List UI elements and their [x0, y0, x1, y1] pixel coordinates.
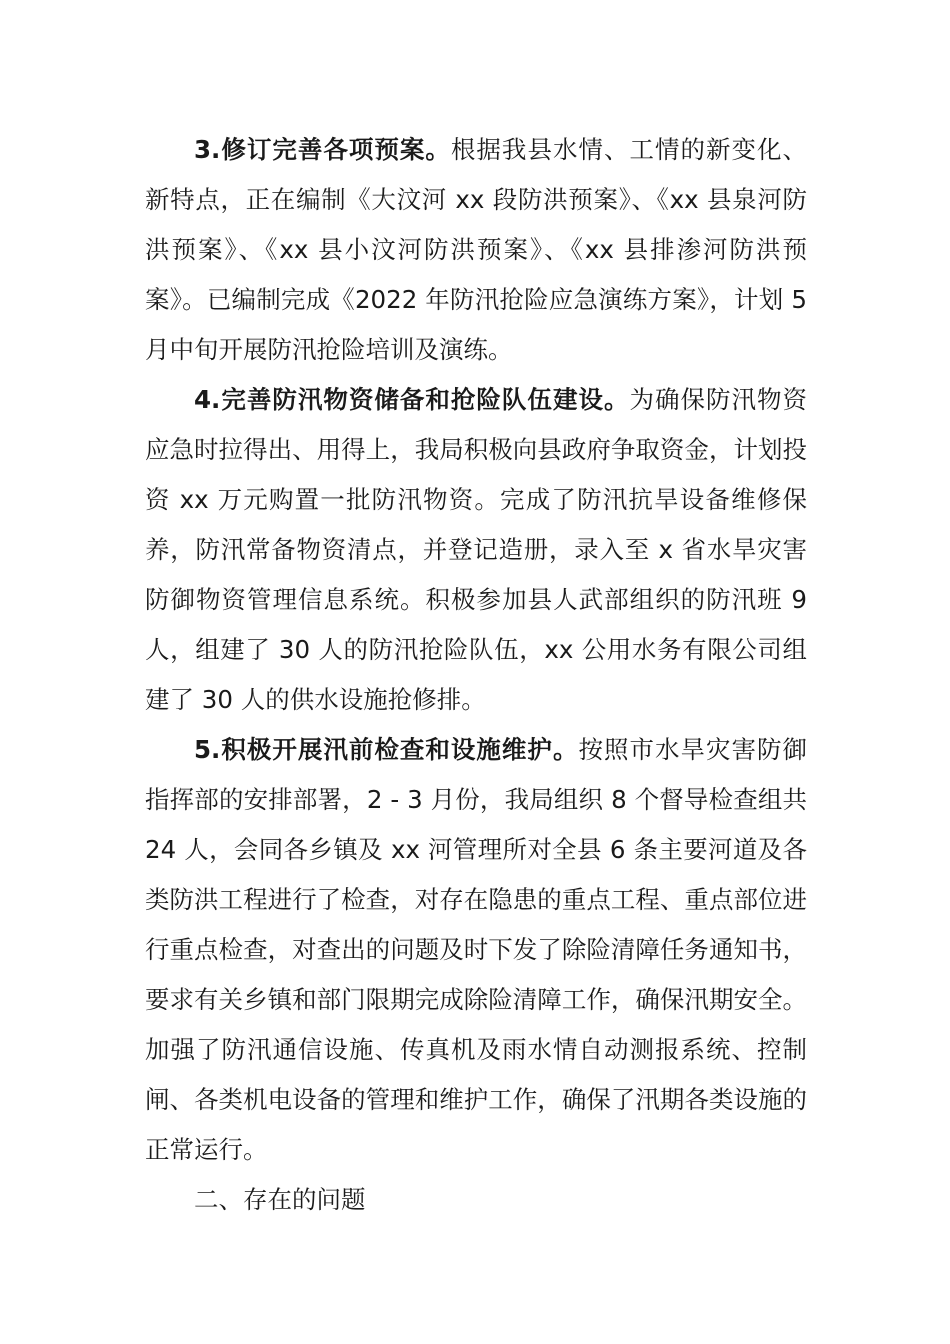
paragraph-text: 按照市水旱灾害防御指挥部的安排部署，2 - 3 月份，我局组织 8 个督导检查组共 24 人，会同各乡镇及 xx 河管理所对全县 6 条主要河道及各类防洪工程进行了检查，对存在隐患的重点工程、重点部位进行重点检查，对查出的问题及时下发了除险清障任务通知书，要求有关乡镇和部门限期完成除险清障工作，确保汛期安全。加强了防汛通信设施、传真机及雨水情自动测报系统、控制闸、各类机电设备的管理和维护工作，确保了汛期各类设施的正常运行。: [145, 735, 808, 1164]
paragraph-heading: 5.积极开展汛前检查和设施维护。: [194, 735, 579, 764]
paragraph-supplies-and-teams: [145, 375, 807, 725]
paragraph-heading: 3.修订完善各项预案。: [194, 135, 451, 164]
section-heading-problems: 二、存在的问题: [194, 1185, 366, 1214]
paragraph-heading: 4.完善防汛物资储备和抢险队伍建设。: [194, 385, 630, 414]
paragraph-plan-revision: [145, 125, 807, 375]
paragraph-text: 为确保防汛物资应急时拉得出、用得上，我局积极向县政府争取资金，计划投资 xx 万元购置一批防汛物资。完成了防汛抗旱设备维修保养，防汛常备物资清点，并登记造册，录入至 x 省水旱灾害防御物资管理信息系统。积极参加县人武部组织的防汛班 9 人，组建了 30 人的防汛抢险队伍，xx 公用水务有限公司组建了 30 人的供水设施抢修排。: [145, 385, 808, 714]
document-body: [145, 125, 807, 1225]
paragraph-text: 根据我县水情、工情的新变化、新特点，正在编制《大汶河 xx 段防洪预案》、《xx 县泉河防洪预案》、《xx 县小汶河防洪预案》、《xx 县排渗河防洪预案》。已编制完成《2022 年防汛抢险应急演练方案》，计划 5 月中旬开展防汛抢险培训及演练。: [145, 135, 807, 364]
paragraph-inspection-maintenance: [145, 725, 807, 1175]
